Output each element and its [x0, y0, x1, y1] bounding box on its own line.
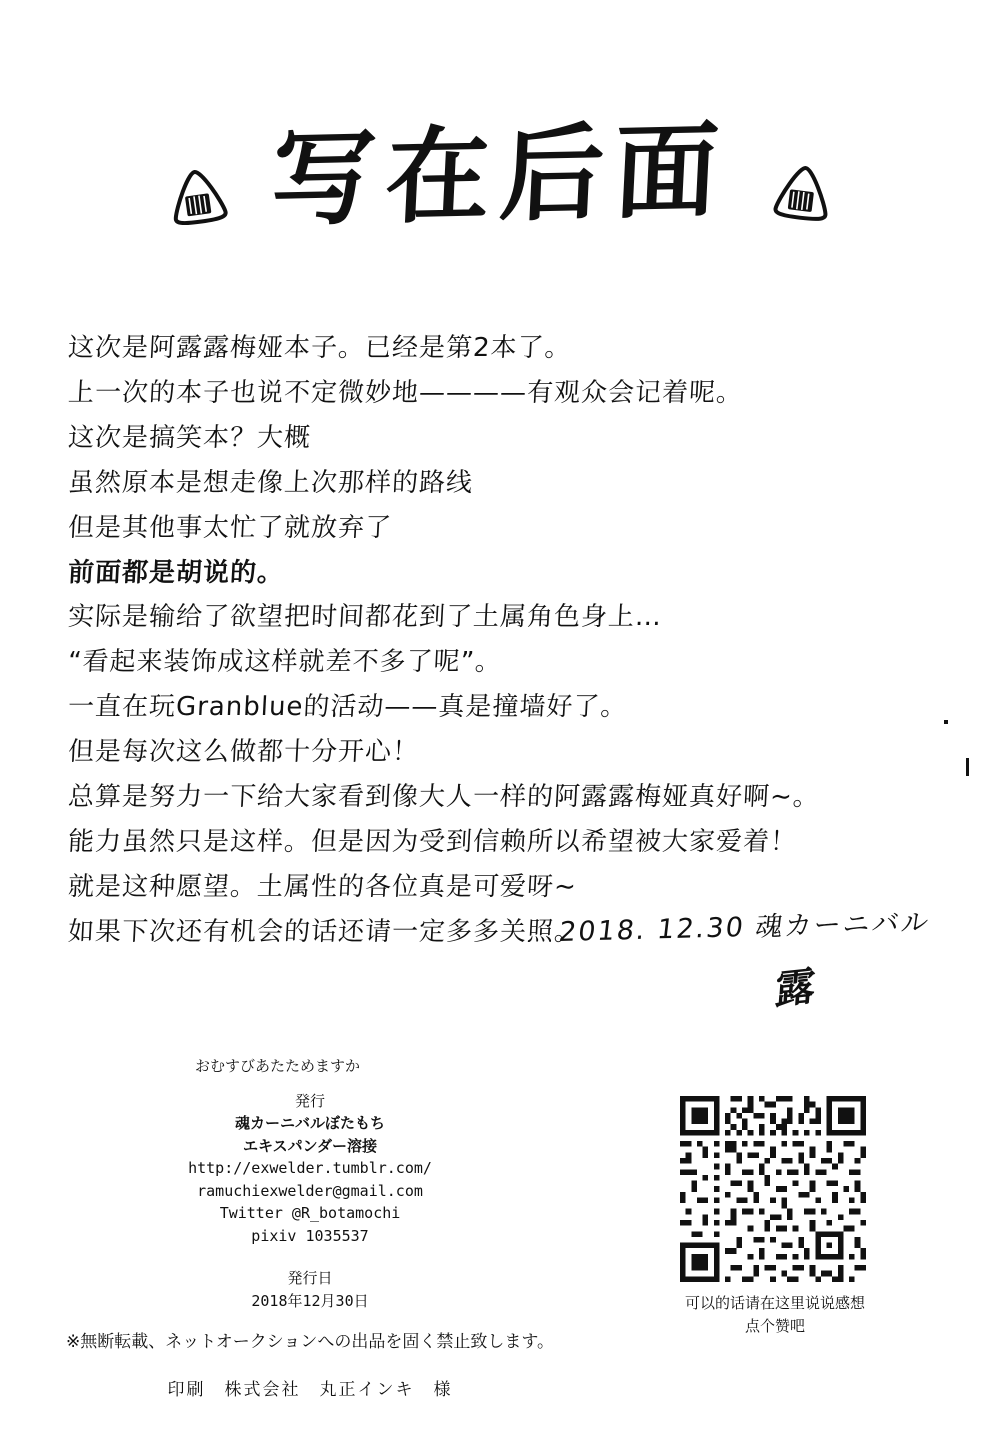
afterword-line: 这次是阿露露梅娅本子。已经是第2本了。: [67, 333, 573, 363]
colophon-printer: 印刷 株式会社 丸正インキ 様: [167, 1379, 453, 1400]
afterword-body: [68, 330, 948, 959]
afterword-line: 但是每次这么做都十分开心！: [67, 737, 420, 768]
afterword-line: 但是其他事太忙了就放弃了: [67, 512, 393, 543]
signature-stamp: 露: [773, 963, 815, 1014]
colophon-author: エキスパンダー溶接: [242, 1136, 378, 1155]
colophon-circle: 魂カーニバルぼたもち: [234, 1114, 385, 1132]
afterword-line: 总算是努力一下给大家看到像大人一样的阿露露梅娅真好啊~。: [67, 782, 821, 813]
colophon: [30, 1055, 630, 1403]
afterword-line: 这次是搞笑本？大概: [67, 422, 312, 453]
qr-caption: [680, 1292, 870, 1337]
afterword-line: 如果下次还有机会的话还请一定多多关照。: [67, 916, 582, 947]
afterword-line: 能力虽然只是这样。但是因为受到信赖所以希望被大家爱着！: [67, 826, 798, 857]
colophon-url[interactable]: http://exwelder.tumblr.com/: [188, 1159, 432, 1177]
colophon-email[interactable]: ramuchiexwelder@gmail.com: [197, 1181, 423, 1200]
qr-caption-line2: 点个赞吧: [744, 1316, 805, 1335]
afterword-line: 就是这种愿望。土属性的各位真是可爱呀~: [67, 871, 578, 902]
colophon-date: 2018年12月30日: [251, 1291, 369, 1310]
qr-code[interactable]: [680, 1096, 866, 1282]
colophon-twitter[interactable]: Twitter @R_botamochi: [219, 1204, 401, 1222]
afterword-line: “看起来装饰成这样就差不多了呢”。: [67, 647, 503, 678]
colophon-notice: ※無断転載、ネットオークションへの出品を固く禁止致します。: [65, 1332, 555, 1352]
onigiri-icon: [769, 161, 837, 224]
colophon-pixiv[interactable]: pixiv 1035537: [251, 1226, 369, 1245]
afterword-line: 上一次的本子也说不定微妙地————有观众会记着呢。: [67, 377, 744, 408]
qr-caption-line1: 可以的话请在这里说说感想: [684, 1294, 865, 1312]
qr-block: [680, 1096, 870, 1337]
onigiri-icon: [163, 165, 232, 229]
colophon-date-label: 発行日: [287, 1269, 333, 1287]
afterword-line: 一直在玩Granblue的活动——真是撞墙好了。: [67, 692, 629, 723]
afterword-line-emphasis: 前面都是胡说的。: [67, 557, 285, 588]
colophon-work-title: おむすびあたためますか: [195, 1057, 361, 1075]
ink-mark: [944, 720, 948, 724]
page-title-row: [0, 95, 1000, 255]
afterword-line: 虽然原本是想走像上次那样的路线: [67, 467, 474, 498]
ink-mark: [966, 758, 969, 776]
colophon-publish-label: 発行: [294, 1091, 325, 1110]
signature-date: 2018. 12.30 魂カーニバル: [557, 907, 932, 948]
afterword-line: 实际是输给了欲望把时间都花到了土属角色身上…: [67, 602, 663, 633]
signature-block: [557, 905, 940, 1014]
page-title: 写在后面: [268, 109, 732, 241]
